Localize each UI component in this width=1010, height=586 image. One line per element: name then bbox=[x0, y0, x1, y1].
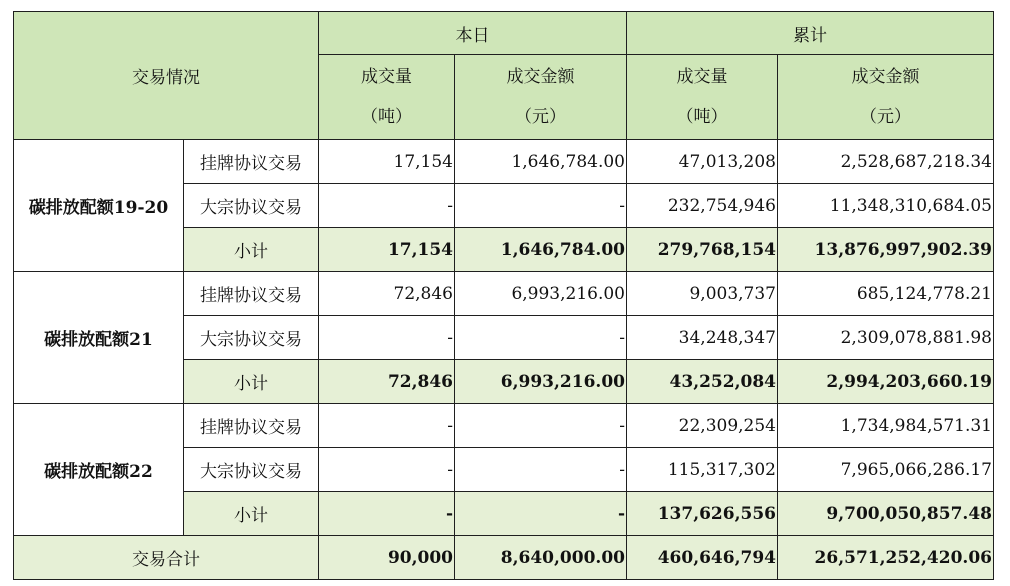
trade-type: 大宗协议交易 bbox=[184, 448, 319, 492]
header-today-amount bbox=[455, 55, 627, 140]
today-volume: - bbox=[319, 404, 455, 448]
cum-volume: 279,768,154 bbox=[627, 228, 778, 272]
header-cum-amount bbox=[778, 55, 994, 140]
cum-volume: 34,248,347 bbox=[627, 316, 778, 360]
today-volume: 72,846 bbox=[319, 360, 455, 404]
today-amount: 1,646,784.00 bbox=[455, 228, 627, 272]
today-volume: 17,154 bbox=[319, 140, 455, 184]
today-volume: - bbox=[319, 316, 455, 360]
cum-amount: 2,994,203,660.19 bbox=[778, 360, 994, 404]
total-label: 交易合计 bbox=[14, 536, 319, 580]
group-name: 碳排放配额19-20 bbox=[14, 140, 184, 272]
group-name: 碳排放配额22 bbox=[14, 404, 184, 536]
header-today: 本日 bbox=[319, 12, 627, 55]
today-volume: - bbox=[319, 492, 455, 536]
trading-summary-table bbox=[13, 11, 994, 580]
table-row bbox=[14, 140, 994, 184]
table-row bbox=[14, 272, 994, 316]
total-row bbox=[14, 536, 994, 580]
total-cum-amount: 26,571,252,420.06 bbox=[778, 536, 994, 580]
cum-volume: 22,309,254 bbox=[627, 404, 778, 448]
cum-volume: 47,013,208 bbox=[627, 140, 778, 184]
today-amount: 6,993,216.00 bbox=[455, 360, 627, 404]
trade-type: 挂牌协议交易 bbox=[184, 272, 319, 316]
header-volume-label: 成交量 bbox=[361, 67, 412, 87]
header-amount-label: 成交金额 bbox=[506, 67, 575, 87]
header-today-volume bbox=[319, 55, 455, 140]
cum-amount: 11,348,310,684.05 bbox=[778, 184, 994, 228]
trade-type: 挂牌协议交易 bbox=[184, 140, 319, 184]
cum-volume: 43,252,084 bbox=[627, 360, 778, 404]
today-volume: 72,846 bbox=[319, 272, 455, 316]
header-volume-label: 成交量 bbox=[676, 67, 728, 87]
today-amount: 1,646,784.00 bbox=[455, 140, 627, 184]
cum-amount: 1,734,984,571.31 bbox=[778, 404, 994, 448]
header-amount-unit: （元） bbox=[860, 107, 911, 127]
cum-amount: 685,124,778.21 bbox=[778, 272, 994, 316]
today-amount: - bbox=[455, 492, 627, 536]
total-today-volume: 90,000 bbox=[319, 536, 455, 580]
trade-type: 大宗协议交易 bbox=[184, 316, 319, 360]
table-row bbox=[14, 404, 994, 448]
header-cum-volume bbox=[627, 55, 778, 140]
cum-volume: 137,626,556 bbox=[627, 492, 778, 536]
trade-type: 挂牌协议交易 bbox=[184, 404, 319, 448]
cum-amount: 2,528,687,218.34 bbox=[778, 140, 994, 184]
today-amount: 6,993,216.00 bbox=[455, 272, 627, 316]
group-name: 碳排放配额21 bbox=[14, 272, 184, 404]
today-volume: 17,154 bbox=[319, 228, 455, 272]
cum-amount: 13,876,997,902.39 bbox=[778, 228, 994, 272]
header-volume-unit: （吨） bbox=[361, 107, 412, 127]
cum-volume: 232,754,946 bbox=[627, 184, 778, 228]
today-amount: - bbox=[455, 184, 627, 228]
cum-volume: 115,317,302 bbox=[627, 448, 778, 492]
today-volume: - bbox=[319, 184, 455, 228]
header-cumulative: 累计 bbox=[627, 12, 994, 55]
total-cum-volume: 460,646,794 bbox=[627, 536, 778, 580]
today-amount: - bbox=[455, 448, 627, 492]
cum-amount: 7,965,066,286.17 bbox=[778, 448, 994, 492]
subtotal-label: 小计 bbox=[184, 360, 319, 404]
today-amount: - bbox=[455, 404, 627, 448]
header-trade-situation: 交易情况 bbox=[14, 12, 319, 140]
header-amount-label: 成交金额 bbox=[851, 67, 920, 87]
total-today-amount: 8,640,000.00 bbox=[455, 536, 627, 580]
today-volume: - bbox=[319, 448, 455, 492]
cum-amount: 2,309,078,881.98 bbox=[778, 316, 994, 360]
subtotal-label: 小计 bbox=[184, 492, 319, 536]
subtotal-label: 小计 bbox=[184, 228, 319, 272]
cum-amount: 9,700,050,857.48 bbox=[778, 492, 994, 536]
cum-volume: 9,003,737 bbox=[627, 272, 778, 316]
header-amount-unit: （元） bbox=[515, 107, 566, 127]
header-volume-unit: （吨） bbox=[676, 107, 728, 127]
trade-type: 大宗协议交易 bbox=[184, 184, 319, 228]
today-amount: - bbox=[455, 316, 627, 360]
